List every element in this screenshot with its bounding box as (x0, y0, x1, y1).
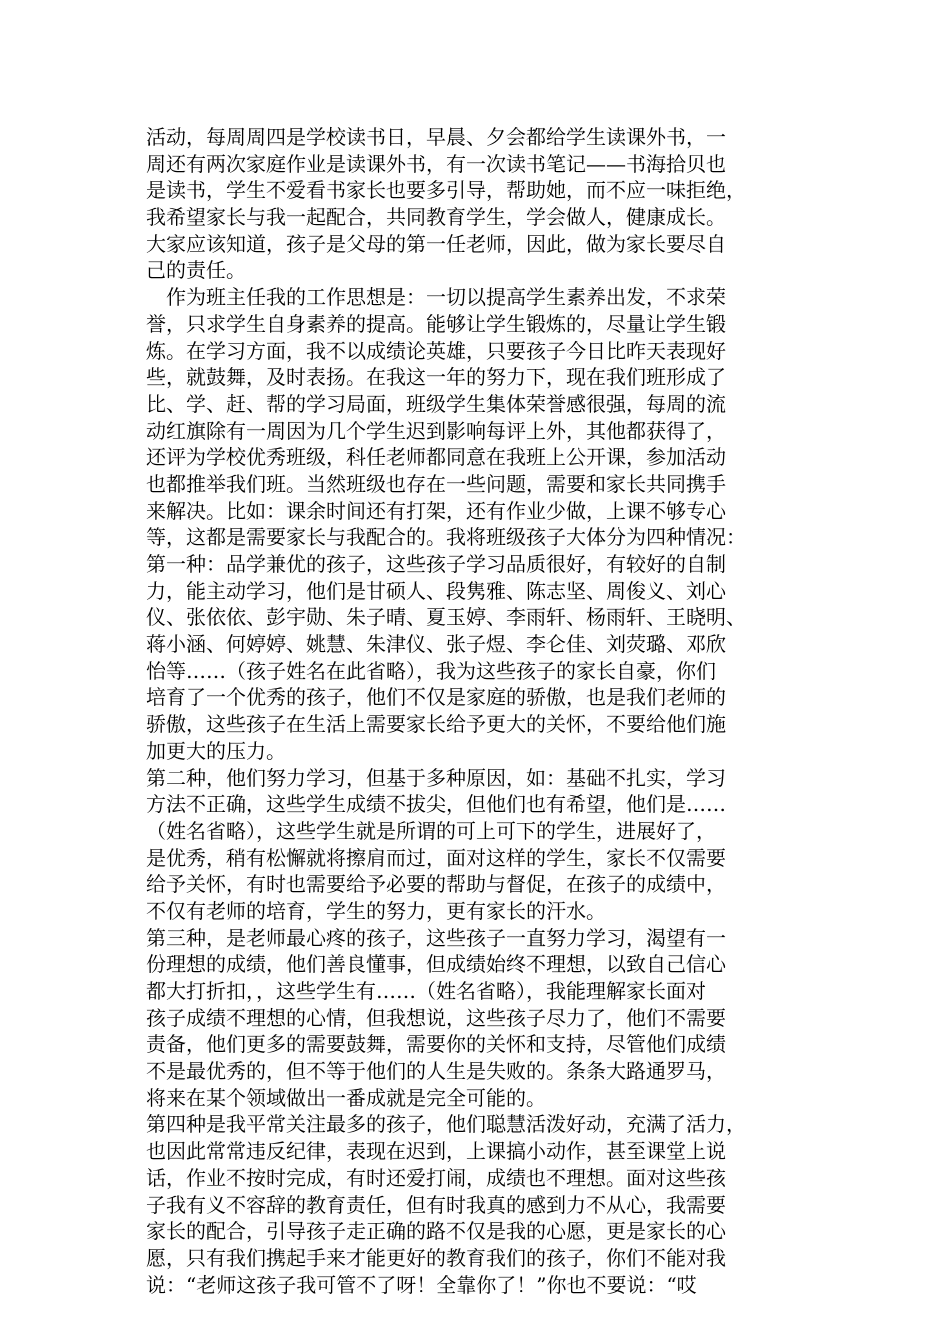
text-line: 不是最优秀的，但不等于他们的人生是失败的。条条大路通罗马， (146, 1059, 726, 1084)
text-line: 说：“老师这孩子我可管不了呀！全靠你了！”你也不要说：“哎 (146, 1272, 697, 1297)
text-line: 还评为学校优秀班级，科任老师都同意在我班上公开课，参加活动 (146, 445, 726, 470)
text-line: 力，能主动学习，他们是甘硕人、段隽雅、陈志坚、周俊义、刘心 (146, 578, 726, 603)
text-line: 也都推举我们班。当然班级也存在一些问题，需要和家长共同携手 (146, 471, 726, 496)
text-line: 活动，每周周四是学校读书日，早晨、夕会都给学生读课外书，一 (146, 125, 726, 149)
text-line: 培育了一个优秀的孩子，他们不仅是家庭的骄傲，也是我们老师的 (146, 685, 726, 710)
text-line: 仪、张依依、彭宇勋、朱子晴、夏玉婷、李雨轩、杨雨轩、王晓明、 (146, 605, 746, 630)
text-line: 责备，他们更多的需要鼓舞，需要你的关怀和支持，尽管他们成绩 (146, 1032, 726, 1057)
text-line: 大家应该知道，孩子是父母的第一任老师，因此，做为家长要尽自 (146, 231, 726, 256)
text-line: 将来在某个领域做出一番成就是完全可能的。 (146, 1085, 546, 1110)
text-line: 第三种，是老师最心疼的孩子，这些孩子一直努力学习，渴望有一 (146, 925, 726, 950)
text-line: 是优秀，稍有松懈就将擦肩而过，面对这样的学生，家长不仅需要 (146, 845, 726, 870)
text-line: 子我有义不容辞的教育责任，但有时我真的感到力不从心，我需要 (146, 1192, 726, 1217)
text-line: 话，作业不按时完成，有时还爱打闹，成绩也不理想。面对这些孩 (146, 1165, 726, 1190)
text-line: 方法不正确，这些学生成绩不拔尖，但他们也有希望，他们是…… (146, 792, 726, 817)
text-line: 等，这都是需要家长与我配合的。我将班级孩子大体分为四种情况： (146, 525, 746, 550)
text-line: 来解决。比如：课余时间还有打架，还有作业少做，上课不够专心 (146, 498, 726, 523)
text-line: 炼。在学习方面，我不以成绩论英雄，只要孩子今日比昨天表现好 (146, 338, 726, 363)
text-line: 份理想的成绩，他们善良懂事，但成绩始终不理想，以致自己信心 (146, 952, 726, 977)
text-line: 怡等……（孩子姓名在此省略），我为这些孩子的家长自豪，你们 (146, 658, 716, 683)
document-body (146, 124, 826, 1298)
text-line: 是读书，学生不爱看书家长也要多引导，帮助她，而不应一味拒绝， (146, 178, 746, 203)
text-line: （姓名省略），这些学生就是所谓的可上可下的学生，进展好了， (146, 818, 716, 843)
text-line: 骄傲，这些孩子在生活上需要家长给予更大的关怀，不要给他们施 (146, 712, 726, 737)
text-line: 己的责任。 (146, 258, 246, 283)
text-line: 不仅有老师的培育，学生的努力，更有家长的汗水。 (146, 898, 606, 923)
text-line: 誉，只求学生自身素养的提高。能够让学生锻炼的，尽量让学生锻 (146, 311, 726, 336)
text-line: 周还有两次家庭作业是读课外书，有一次读书笔记——书海拾贝也 (146, 151, 726, 176)
text-line: 第一种：品学兼优的孩子，这些孩子学习品质很好，有较好的自制 (146, 552, 726, 576)
text-line: 家长的配合，引导孩子走正确的路不仅是我的心愿，更是家长的心 (146, 1219, 726, 1244)
paragraph-start-line: 作为班主任我的工作思想是：一切以提高学生素养出发，不求荣 (166, 285, 726, 310)
text-line: 孩子成绩不理想的心情，但我想说，这些孩子尽力了，他们不需要 (146, 1005, 726, 1030)
text-line: 给予关怀，有时也需要给予必要的帮助与督促，在孩子的成绩中， (146, 872, 726, 897)
text-line: 第四种是我平常关注最多的孩子，他们聪慧活泼好动，充满了活力， (146, 1112, 746, 1137)
text-line: 些，就鼓舞，及时表扬。在我这一年的努力下，现在我们班形成了 (146, 365, 726, 390)
text-line: 加更大的压力。 (146, 738, 286, 763)
text-line: 蒋小涵、何婷婷、姚慧、朱津仪、张子煜、李仑佳、刘荧璐、邓欣 (146, 632, 726, 657)
text-line: 我希望家长与我一起配合，共同教育学生，学会做人，健康成长。 (146, 205, 726, 230)
text-line: 比、学、赶、帮的学习局面，班级学生集体荣誉感很强，每周的流 (146, 391, 726, 416)
text-line: 都大打折扣，，这些学生有……（姓名省略），我能理解家长面对 (146, 979, 706, 1003)
text-line: 也因此常常违反纪律，表现在迟到，上课搞小动作，甚至课堂上说 (146, 1139, 726, 1164)
text-line: 第二种，他们努力学习，但基于多种原因，如：基础不扎实，学习 (146, 765, 726, 790)
text-line: 动红旗除有一周因为几个学生迟到影响每评上外，其他都获得了， (146, 418, 726, 443)
text-line: 愿，只有我们携起手来才能更好的教育我们的孩子，你们不能对我 (146, 1245, 726, 1270)
